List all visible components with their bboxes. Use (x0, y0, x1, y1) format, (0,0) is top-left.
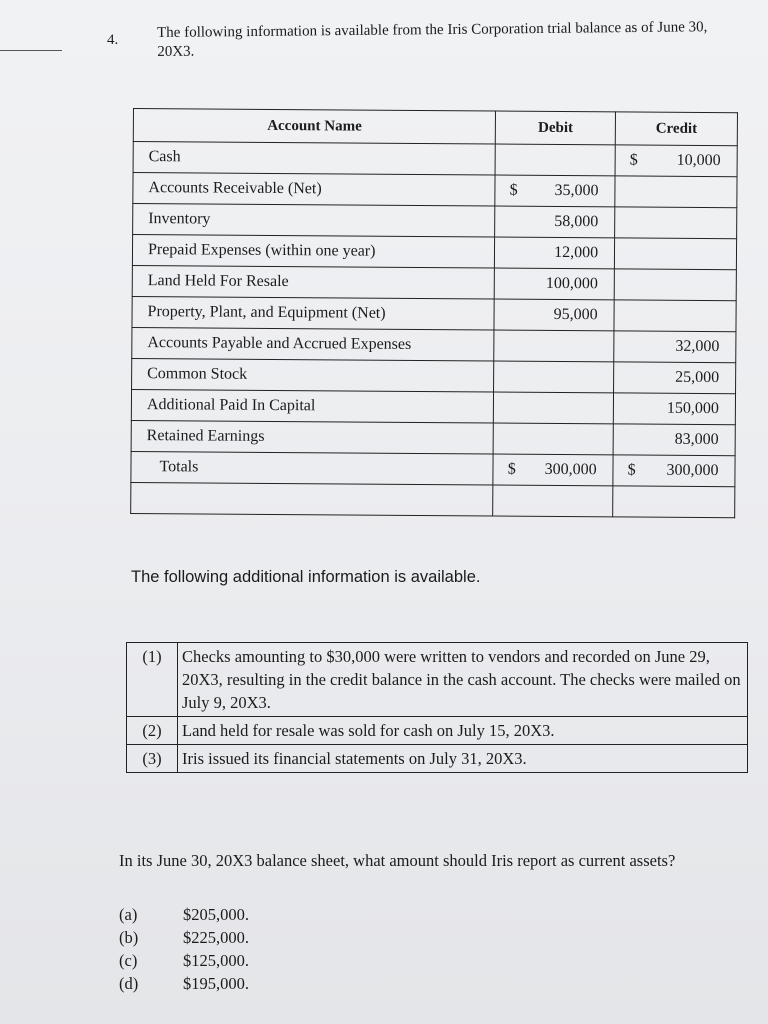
info-row (127, 745, 748, 773)
table-row (132, 296, 736, 331)
info-text: Checks amounting to $30,000 were written to vendors and recorded on June 29, 20X3, resulting in the credit balance in the cash account. The checks were mailed on July 9, 20X3. (178, 643, 748, 717)
credit-cell (613, 424, 735, 456)
table-row (132, 358, 736, 393)
totals-credit-currency: $ (627, 461, 636, 479)
choice-item (119, 903, 249, 926)
table-row (132, 327, 736, 362)
info-text: Land held for resale was sold for cash on July 15, 20X3. (178, 717, 748, 745)
blank-row (131, 482, 735, 517)
credit-cell (614, 362, 736, 394)
info-text: Iris issued its financial statements on July 31, 20X3. (178, 745, 748, 773)
choice-letter: (d) (119, 974, 139, 993)
debit-cell (494, 330, 614, 362)
debit-cell (494, 392, 614, 424)
totals-credit (613, 455, 735, 487)
credit-cell (615, 176, 737, 208)
debit-cell (495, 144, 615, 176)
debit-amount: 100,000 (545, 274, 598, 293)
account-name: Common Stock (132, 358, 494, 392)
credit-amount: 10,000 (676, 151, 721, 170)
debit-cell (494, 268, 614, 300)
credit-amount: 83,000 (674, 430, 719, 449)
additional-info-table (126, 642, 748, 773)
choice-item (119, 926, 249, 949)
debit-amount: 35,000 (554, 181, 599, 200)
account-header: Account Name (133, 109, 495, 145)
table-row (132, 235, 736, 270)
credit-cell (615, 207, 737, 239)
credit-cell (613, 393, 735, 425)
account-name: Property, Plant, and Equipment (Net) (132, 296, 494, 330)
totals-debit-currency: $ (507, 460, 516, 478)
info-label: (2) (127, 717, 178, 745)
debit-cell (494, 361, 614, 393)
choice-letter: (a) (119, 905, 138, 924)
table-row (133, 142, 737, 177)
totals-credit-amount: 300,000 (666, 461, 719, 480)
debit-cell (495, 206, 615, 238)
account-name: Accounts Receivable (Net) (133, 173, 495, 207)
additional-heading: The following additional information is available. (131, 568, 481, 586)
credit-cell (615, 238, 737, 270)
choice-item (119, 949, 249, 972)
account-name: Cash (133, 142, 495, 176)
question-prompt: In its June 30, 20X3 balance sheet, what amount should Iris report as current assets? (119, 851, 676, 870)
choice-letter: (c) (119, 951, 138, 970)
account-name: Retained Earnings (131, 420, 493, 454)
totals-debit-amount: 300,000 (544, 460, 597, 479)
account-name: Accounts Payable and Accrued Expenses (132, 327, 494, 361)
margin-rule (0, 50, 62, 51)
table-row (132, 265, 736, 300)
choice-letter: (b) (119, 928, 139, 947)
credit-amount: 150,000 (666, 399, 719, 418)
debit-amount: 58,000 (554, 212, 599, 231)
account-name: Additional Paid In Capital (131, 389, 493, 423)
table-row (131, 389, 735, 424)
debit-cell (493, 423, 613, 455)
choice-value: $125,000. (183, 951, 249, 970)
debit-cell (495, 175, 615, 207)
table-row (133, 204, 737, 239)
debit-amount: 95,000 (553, 305, 598, 324)
credit-amount: 25,000 (675, 368, 720, 387)
info-label: (1) (127, 643, 178, 717)
table-row (133, 173, 737, 208)
trial-balance-table (130, 108, 738, 518)
credit-cell (614, 331, 736, 363)
choice-item (119, 972, 249, 995)
choice-value: $205,000. (183, 905, 249, 924)
table-header-row (133, 109, 737, 146)
debit-header: Debit (496, 111, 616, 145)
credit-header: Credit (615, 112, 737, 146)
debit-cell (495, 237, 615, 269)
debit-currency: $ (509, 181, 518, 199)
totals-label: Totals (131, 451, 493, 485)
question-intro: The following information is available from the Iris Corporation trial balance as of June 30, 20X3. (157, 19, 708, 60)
totals-row (131, 451, 735, 486)
credit-cell (614, 269, 736, 301)
account-name: Inventory (133, 204, 495, 238)
credit-cell (615, 145, 737, 177)
credit-currency: $ (629, 151, 638, 169)
info-row (127, 643, 748, 717)
debit-cell (494, 299, 614, 331)
debit-amount: 12,000 (554, 243, 599, 262)
question-number: 4. (107, 32, 119, 48)
credit-amount: 32,000 (675, 337, 720, 356)
info-row (127, 717, 748, 745)
choice-value: $195,000. (183, 974, 249, 993)
account-name: Prepaid Expenses (within one year) (132, 235, 494, 269)
account-name: Land Held For Resale (132, 265, 494, 299)
choice-value: $225,000. (183, 928, 249, 947)
totals-debit (493, 454, 613, 486)
credit-cell (614, 300, 736, 332)
answer-choices (119, 903, 249, 995)
info-label: (3) (127, 745, 178, 773)
table-row (131, 420, 735, 455)
